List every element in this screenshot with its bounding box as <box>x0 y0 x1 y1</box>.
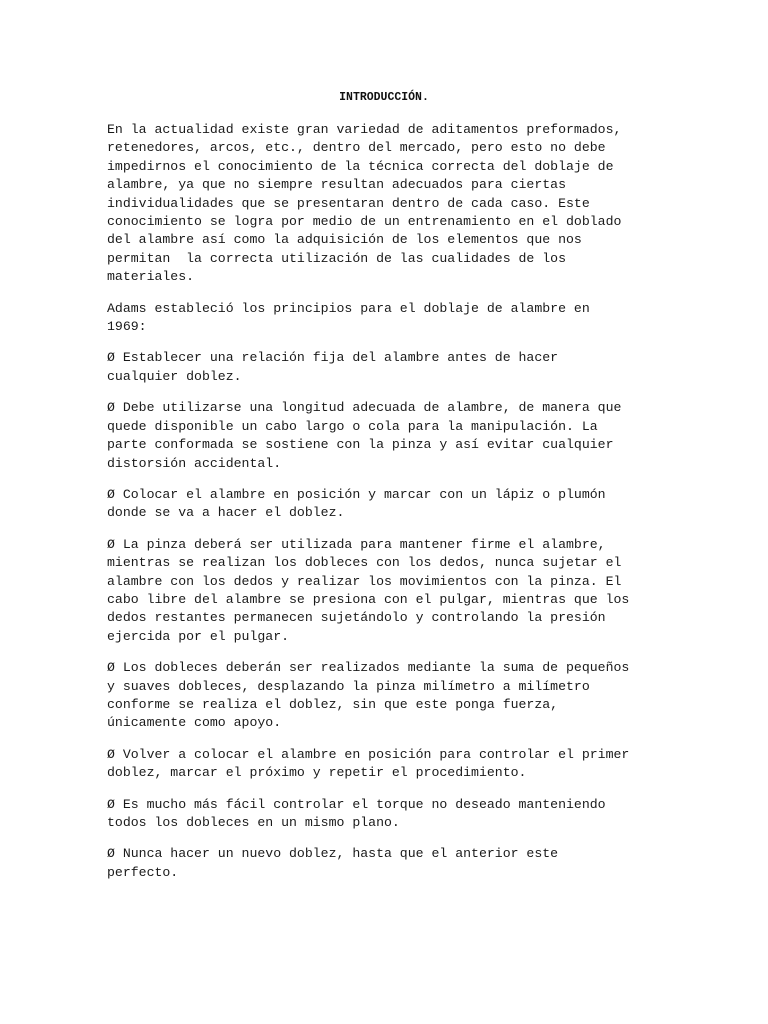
principle-item: Ø Es mucho más fácil controlar el torque no deseado manteniendo todos los dobleces en un mismo plano. <box>107 796 606 830</box>
intro-paragraph: En la actualidad existe gran variedad de aditamentos preformados, retenedores, arcos, etc., dentro del mercado, pero esto no debe impedirnos el conocimiento de la técnica correcta del doblaje de alambre, ya que no siempre resultan adecuados para ciertas individualidades que se presentaran dentro de cada caso. Este conocimiento se logra por medio de un entrenamiento en el doblado del alambre así como la adquisición de los elementos que nos permitan la correcta utilización de las cualidades de los materiales. <box>107 122 622 285</box>
document-title: INTRODUCCIÓN. <box>339 91 429 104</box>
principle-item: Ø Volver a colocar el alambre en posición para controlar el primer doblez, marcar el próximo y repetir el procedimiento. <box>107 746 630 781</box>
principle-item: Ø Los dobleces deberán ser realizados mediante la suma de pequeños y suaves dobleces, desplazando la pinza milímetro a milímetro conforme se realiza el doblez, sin que este ponga fuerza, únicamente como apoyo. <box>107 660 630 731</box>
principles-intro-paragraph: Adams estableció los principios para el doblaje de alambre en 1969: <box>107 300 590 335</box>
principle-item: Ø Establecer una relación fija del alambre antes de hacer cualquier doblez. <box>107 350 559 384</box>
document-body <box>107 121 667 895</box>
principle-item: Ø Debe utilizarse una longitud adecuada de alambre, de manera que quede disponible un cabo largo o cola para la manipulación. La parte conformada se sostiene con la pinza y así evitar cualquier distorsión accidental. <box>107 400 622 471</box>
principle-item: Ø Nunca hacer un nuevo doblez, hasta que el anterior este perfecto. <box>107 846 559 880</box>
principle-item: Ø Colocar el alambre en posición y marcar con un lápiz o plumón donde se va a hacer el doblez. <box>107 486 606 521</box>
principle-item: Ø La pinza deberá ser utilizada para mantener firme el alambre, mientras se realizan los dobleces con los dedos, nunca sujetar el alambre con los dedos y realizar los movimientos con la pinza. El cabo libre del alambre se presiona con el pulgar, mientras que los dedos restantes permanecen sujetándolo y controlando la presión ejercida por el pulgar. <box>107 536 630 644</box>
